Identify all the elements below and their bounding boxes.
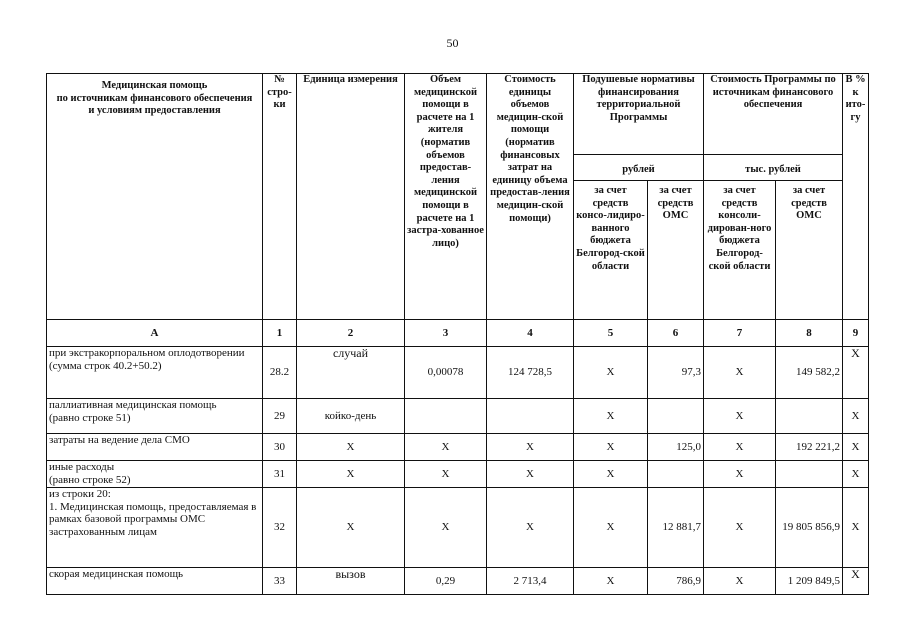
header-col-5: за счет средств консо-лидиро-ванного бюджета Белгород-ской области [574, 181, 648, 320]
header-unit-rubles: рублей [574, 155, 704, 181]
table-row [47, 568, 869, 595]
row-unit-cost: X [487, 461, 574, 488]
header-col-4: Стоимость единицы объемов медицин-ской помощи (норматив финансовых затрат на единицу объема предостав-ления медицин-ской помощи) [487, 74, 574, 320]
row-cost-oms: 1 209 849,5 [776, 568, 843, 595]
table-row [47, 347, 869, 399]
col-number: 1 [263, 320, 297, 347]
row-unit: X [297, 488, 405, 568]
row-line-number: 30 [263, 434, 297, 461]
row-percent: X [843, 399, 869, 434]
row-percent: X [843, 461, 869, 488]
table-row [47, 461, 869, 488]
row-percapita-oms: 125,0 [648, 434, 704, 461]
row-percapita-budget: X [574, 434, 648, 461]
row-volume [405, 399, 487, 434]
col-number: 8 [776, 320, 843, 347]
row-description: паллиативная медицинская помощь (равно строке 51) [47, 399, 263, 434]
header-group-percapita: Подушевые нормативы финансирования территориальной Программы [574, 74, 704, 155]
row-cost-budget: X [704, 347, 776, 399]
row-percapita-oms: 786,9 [648, 568, 704, 595]
header-col-9: В % к ито-гу [843, 74, 869, 320]
row-volume: 0,00078 [405, 347, 487, 399]
row-percent: X [843, 347, 869, 399]
row-description: из строки 20: 1. Медицинская помощь, предоставляемая в рамках базовой программы ОМС застрахованным лицам [47, 488, 263, 568]
row-line-number: 32 [263, 488, 297, 568]
col-number: А [47, 320, 263, 347]
row-volume: X [405, 434, 487, 461]
row-percent: X [843, 488, 869, 568]
row-cost-budget: X [704, 488, 776, 568]
row-unit: койко-день [297, 399, 405, 434]
col-number: 4 [487, 320, 574, 347]
row-percapita-budget: X [574, 399, 648, 434]
row-volume: X [405, 461, 487, 488]
row-unit-cost: 124 728,5 [487, 347, 574, 399]
row-line-number: 31 [263, 461, 297, 488]
header-col-6: за счет средств ОМС [648, 181, 704, 320]
header-col-8: за счет средств ОМС [776, 181, 843, 320]
header-col-a: Медицинская помощь по источникам финансового обеспечения и условиям предоставления [47, 74, 263, 320]
row-unit-cost [487, 399, 574, 434]
row-cost-budget: X [704, 399, 776, 434]
row-unit: X [297, 434, 405, 461]
row-percapita-budget: X [574, 568, 648, 595]
page-number: 50 [446, 36, 459, 50]
row-percapita-budget: X [574, 461, 648, 488]
row-line-number: 33 [263, 568, 297, 595]
row-line-number: 29 [263, 399, 297, 434]
row-cost-oms: 149 582,2 [776, 347, 843, 399]
row-description: скорая медицинская помощь [47, 568, 263, 595]
row-percent: X [843, 434, 869, 461]
row-percapita-oms: 12 881,7 [648, 488, 704, 568]
row-percapita-oms [648, 461, 704, 488]
row-unit-cost: 2 713,4 [487, 568, 574, 595]
col-number: 7 [704, 320, 776, 347]
row-percent: X [843, 568, 869, 595]
row-description: затраты на ведение дела СМО [47, 434, 263, 461]
col-number: 5 [574, 320, 648, 347]
financing-table [46, 73, 869, 595]
row-unit-cost: X [487, 434, 574, 461]
col-number: 9 [843, 320, 869, 347]
row-cost-oms: 192 221,2 [776, 434, 843, 461]
row-description: при экстракорпоральном оплодотворении (сумма строк 40.2+50.2) [47, 347, 263, 399]
header-unit-thousand-rubles: тыс. рублей [704, 155, 843, 181]
row-cost-oms [776, 461, 843, 488]
table-row [47, 434, 869, 461]
row-percapita-budget: X [574, 347, 648, 399]
header-col-7: за счет средств консоли-дирован-ного бюджета Белгород-ской области [704, 181, 776, 320]
table-row [47, 399, 869, 434]
col-number: 2 [297, 320, 405, 347]
row-volume: X [405, 488, 487, 568]
table-row [47, 488, 869, 568]
col-number: 3 [405, 320, 487, 347]
row-unit: случай [297, 347, 405, 399]
row-unit: X [297, 461, 405, 488]
column-number-row [47, 320, 869, 347]
row-cost-oms [776, 399, 843, 434]
col-number: 6 [648, 320, 704, 347]
row-line-number: 28.2 [263, 347, 297, 399]
header-col-3: Объем медицинской помощи в расчете на 1 жителя (норматив объемов предостав-ления медицинской помощи в расчете на 1 застра-хованное лицо) [405, 74, 487, 320]
row-cost-budget: X [704, 434, 776, 461]
row-unit: вызов [297, 568, 405, 595]
header-col-2: Единица измерения [297, 74, 405, 320]
row-percapita-budget: X [574, 488, 648, 568]
row-cost-budget: X [704, 568, 776, 595]
row-unit-cost: X [487, 488, 574, 568]
row-description: иные расходы (равно строке 52) [47, 461, 263, 488]
header-group-cost: Стоимость Программы по источникам финансового обеспечения [704, 74, 843, 155]
row-cost-oms: 19 805 856,9 [776, 488, 843, 568]
row-cost-budget: X [704, 461, 776, 488]
header-col-1: № стро-ки [263, 74, 297, 320]
row-percapita-oms [648, 399, 704, 434]
row-volume: 0,29 [405, 568, 487, 595]
row-percapita-oms: 97,3 [648, 347, 704, 399]
